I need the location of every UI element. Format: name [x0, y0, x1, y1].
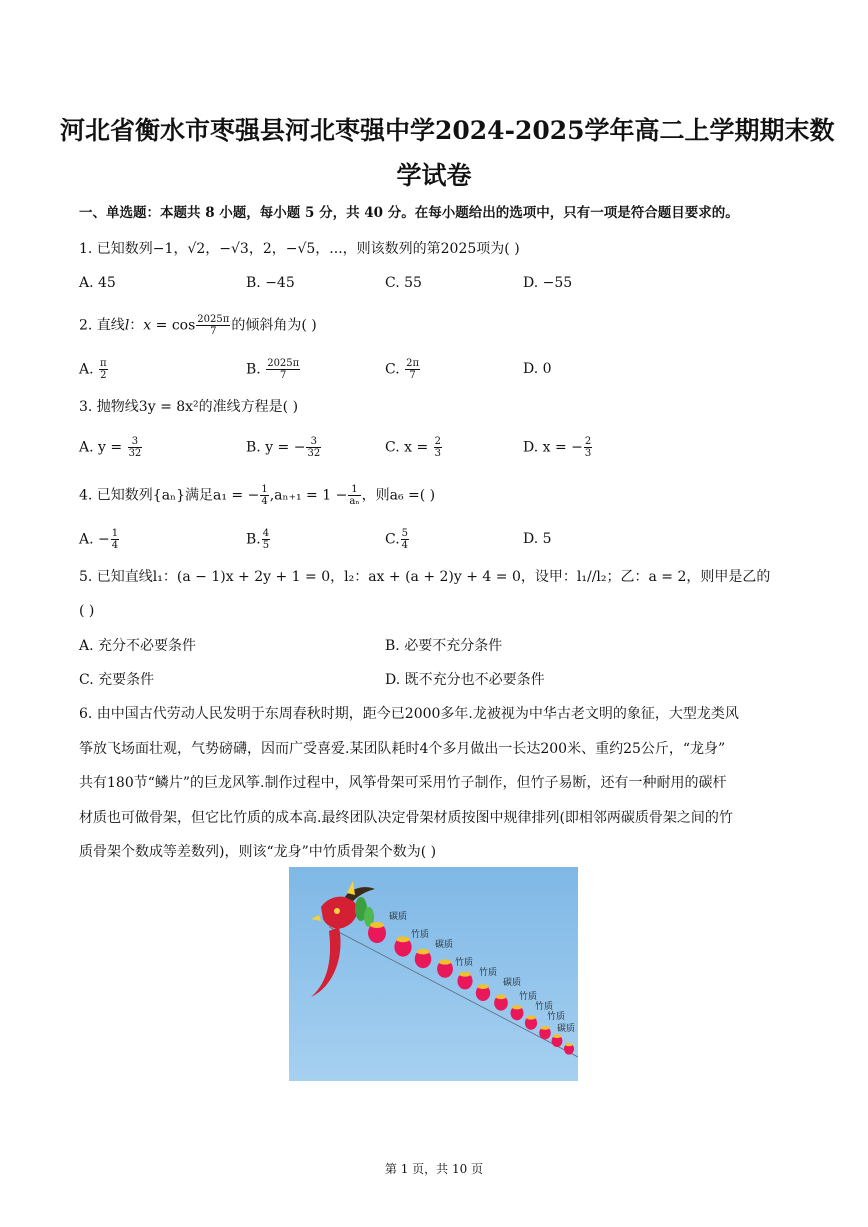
q3-c-num: 2: [434, 436, 442, 447]
lantern: [552, 1034, 563, 1047]
q3-stem: 3. 抛物线3y = 8x²的准线方程是( ): [79, 399, 299, 415]
lantern: [539, 1026, 551, 1039]
q4-option-a: [79, 528, 120, 551]
q4-frac2: [348, 484, 360, 507]
q4-b-num: 4: [262, 528, 270, 539]
q2-option-b: [246, 358, 301, 381]
q3-d-den: 3: [584, 448, 592, 459]
lantern: [511, 1005, 524, 1020]
q2-stem-suffix: 的倾斜角为( ): [231, 317, 317, 334]
q4-c-frac: [401, 528, 409, 551]
q5-option-d: D. 既不充分也不必要条件: [385, 672, 545, 688]
q4-c-num: 5: [401, 528, 409, 539]
q2-a-label: A.: [79, 361, 94, 378]
q2-stem: [79, 314, 317, 337]
q4-stem-a: 4. 已知数列{aₙ}满足a₁ = −: [79, 487, 260, 504]
q4-frac1: [260, 484, 268, 507]
q3-option-d: [523, 436, 593, 459]
q2-fraction: [196, 314, 230, 337]
q5-option-b: B. 必要不充分条件: [385, 638, 503, 654]
lantern: [476, 984, 490, 1001]
q4-a-den: 4: [111, 540, 119, 551]
q3-a-den: 32: [128, 448, 142, 459]
q2-b-den: 7: [280, 370, 287, 381]
material-label: 竹质: [455, 958, 474, 968]
q2-c-num: 2π: [406, 358, 420, 369]
q2-b-frac: [266, 358, 300, 381]
q4-option-b: [246, 528, 271, 551]
q2-frac-num: 2025π: [197, 314, 230, 325]
dragon-kite-figure: [289, 867, 578, 1081]
lantern: [525, 1016, 537, 1030]
q4-c-label: C.: [385, 531, 400, 548]
q3-a-num: 3: [128, 436, 143, 448]
section-heading: 一、单选题：本题共 8 小题，每小题 5 分，共 40 分。在每小题给出的选项中，只有一项是符合题目要求的。: [79, 205, 739, 221]
q4-option-d: D. 5: [523, 531, 552, 547]
lantern: [457, 972, 472, 990]
q2-b-num: 2025π: [267, 358, 300, 369]
q6-line-1: 6. 由中国古代劳动人民发明于东周春秋时期，距今已2000多年.龙被视为中华古老文明的象征，大型龙类风: [79, 706, 739, 722]
q3-d-frac: [584, 436, 592, 459]
q3-c-frac: [434, 436, 442, 459]
q3-a-label: A. y =: [79, 439, 127, 456]
material-label: 竹质: [479, 968, 498, 978]
q4-stem-c: ，则a₆ =( ): [361, 487, 436, 504]
q2-colon: ：: [129, 317, 144, 334]
q4-a-num: 1: [111, 528, 119, 539]
q6-line-3: 共有180节“鳞片”的巨龙风筝.制作过程中，风筝骨架可采用竹子制作，但竹子易断，还有一种耐用的碳杆: [79, 775, 727, 791]
q2-stem-prefix: 2. 直线: [79, 317, 125, 334]
material-label: 竹质: [519, 992, 538, 1002]
material-label: 碳质: [389, 912, 408, 922]
q1-option-a: A. 45: [79, 275, 116, 291]
q4-f2-num: 1: [348, 484, 360, 496]
q3-c-label: C. x =: [385, 439, 433, 456]
lantern: [564, 1043, 574, 1055]
q1-option-b: B. −45: [246, 275, 295, 291]
q3-d-num: 2: [584, 436, 592, 447]
q3-option-b: [246, 436, 322, 459]
q3-b-num: 3: [306, 436, 321, 448]
q1-option-d: D. −55: [523, 275, 573, 291]
q2-c-frac: [405, 358, 420, 381]
q2-a-den: 2: [100, 370, 107, 381]
q5-stem: 5. 已知直线l₁：(a − 1)x + 2y + 1 = 0，l₂：ax + (a + 2)y + 4 = 0，设甲：l₁//l₂；乙：a = 2，则甲是乙的: [79, 569, 771, 585]
q2-a-num: π: [100, 358, 107, 369]
q1-stem: 1. 已知数列−1，√2，−√3，2，−√5，...，则该数列的第2025项为( ): [79, 241, 520, 257]
lantern: [394, 936, 411, 956]
q4-stem-b: ,aₙ₊₁ = 1 −: [269, 487, 348, 504]
q3-a-frac: [128, 436, 143, 459]
q4-stem: [79, 484, 435, 507]
material-label: 竹质: [535, 1002, 554, 1012]
material-label: 竹质: [547, 1012, 566, 1022]
q5-stem-paren: ( ): [79, 603, 95, 619]
q3-option-c: [385, 436, 443, 459]
q4-a-frac: [111, 528, 119, 551]
exam-title-line1: 河北省衡水市枣强县河北枣强中学2024-2025学年高二上学期期末数: [60, 116, 835, 145]
q3-b-label: B. y = −: [246, 439, 306, 456]
q2-b-label: B.: [246, 361, 261, 378]
q4-a-label: A. −: [79, 531, 110, 548]
lantern: [494, 995, 508, 1011]
q2-option-d: D. 0: [523, 361, 552, 377]
material-label: 碳质: [435, 940, 454, 950]
lantern: [415, 949, 432, 968]
q6-line-5: 质骨架个数成等差数列)，则该“龙身”中竹质骨架个数为( ): [79, 844, 437, 860]
q2-frac-den: 7: [210, 326, 217, 337]
q2-cos: = cos: [151, 317, 196, 334]
q2-c-label: C.: [385, 361, 400, 378]
q4-b-frac: [262, 528, 270, 551]
q4-b-label: B.: [246, 531, 261, 548]
q6-line-2: 筝放飞场面壮观，气势磅礴，因而广受喜爱.某团队耗时4个多月做出一长达200米、重约25公斤，“龙身”: [79, 741, 726, 757]
q2-a-frac: [99, 358, 108, 381]
q6-line-4: 材质也可做骨架，但它比竹质的成本高.最终团队决定骨架材质按图中规律排列(即相邻两碳质骨架之间的竹: [79, 810, 733, 826]
q1-option-c: C. 55: [385, 275, 422, 291]
q2-c-den: 7: [409, 370, 416, 381]
dragon-kite-illustration: [289, 867, 578, 1081]
q4-option-c: [385, 528, 410, 551]
q3-d-label: D. x = −: [523, 439, 583, 456]
q3-b-den: 32: [307, 448, 321, 459]
q5-option-c: C. 充要条件: [79, 672, 155, 688]
q4-b-den: 5: [262, 540, 270, 551]
material-label: 碳质: [557, 1024, 576, 1034]
q3-option-a: [79, 436, 143, 459]
q3-b-frac: [306, 436, 321, 459]
q2-option-a: [79, 358, 109, 381]
exam-title-line2: 学试卷: [396, 161, 472, 190]
page-footer: 第 1 页，共 10 页: [384, 1162, 484, 1176]
q4-f1-num: 1: [261, 484, 268, 495]
q4-f2-den: aₙ: [349, 496, 360, 507]
q4-f1-den: 4: [261, 496, 268, 507]
q2-x-var: x: [143, 317, 152, 334]
q5-option-a: A. 充分不必要条件: [79, 638, 197, 654]
q4-c-den: 4: [401, 540, 409, 551]
material-label: 碳质: [503, 978, 522, 988]
lantern: [437, 959, 453, 977]
lantern: [368, 922, 386, 943]
q3-c-den: 3: [434, 448, 442, 459]
q2-option-c: [385, 358, 421, 381]
q2-line-var: l: [124, 317, 130, 334]
material-label: 竹质: [411, 930, 430, 940]
